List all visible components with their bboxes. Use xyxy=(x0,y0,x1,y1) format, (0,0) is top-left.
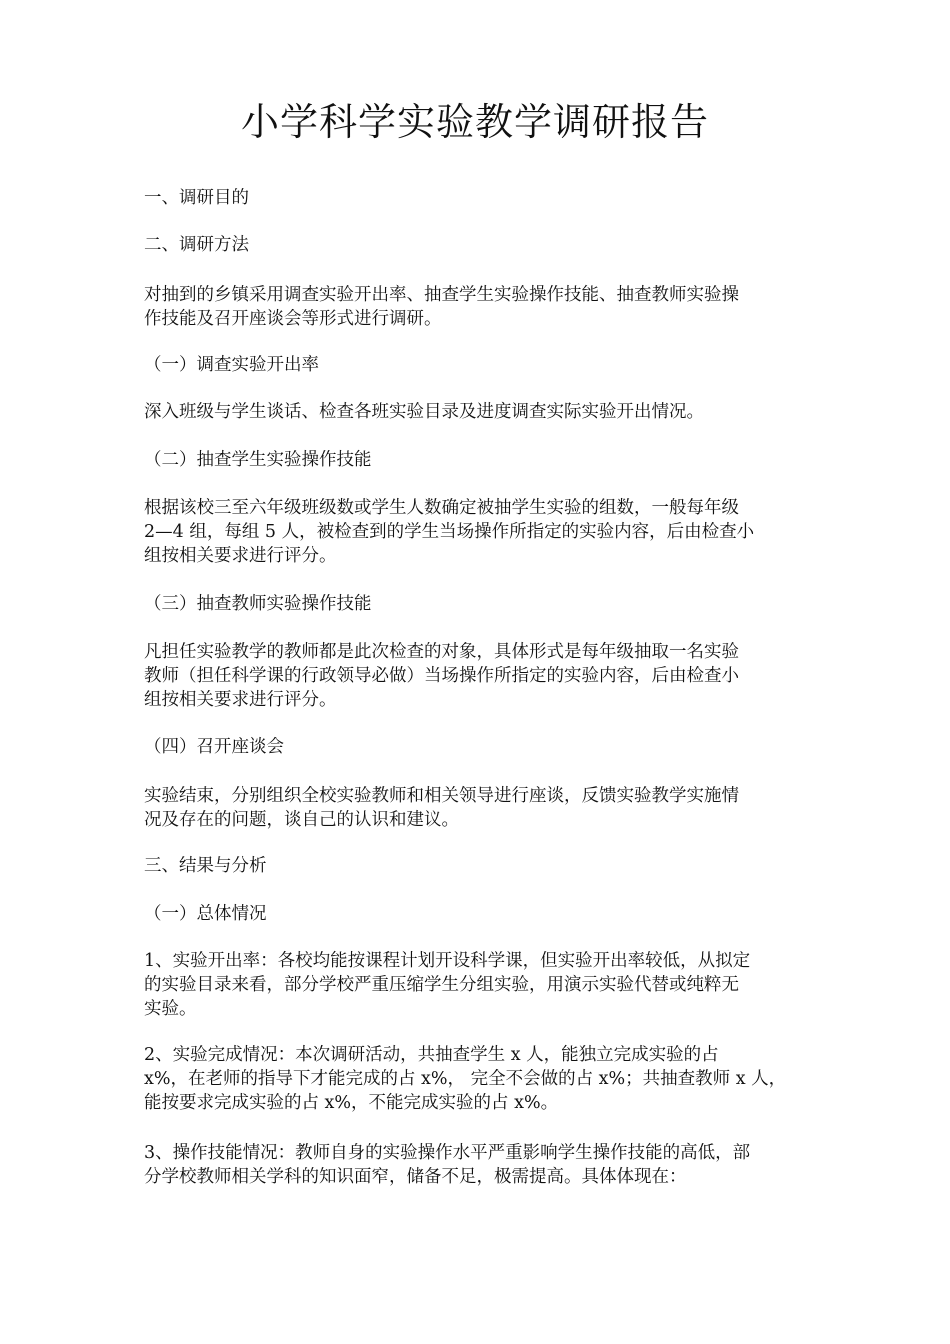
paragraph-teacher-skills xyxy=(144,640,812,712)
paragraph-method-overview xyxy=(144,283,812,331)
text-line: 况及存在的问题，谈自己的认识和建议。 xyxy=(144,810,459,830)
paragraph-experiment-rate xyxy=(144,400,812,424)
text-line: 组按相关要求进行评分。 xyxy=(144,690,337,710)
text-line: 1、实验开出率：各校均能按课程计划开设科学课，但实验开出率较低，从拟定 xyxy=(144,951,751,971)
paragraph-student-skills xyxy=(144,496,812,568)
section-heading-method xyxy=(144,233,812,257)
text-line: 分学校教师相关学科的知识面窄，储备不足，极需提高。具体体现在： xyxy=(144,1167,687,1187)
text-line: 作技能及召开座谈会等形式进行调研。 xyxy=(144,309,442,329)
document-title: 小学科学实验教学调研报告 xyxy=(240,100,709,144)
text-line: 能按要求完成实验的占 x%，不能完成实验的占 x%。 xyxy=(144,1093,559,1113)
paragraph-result-3 xyxy=(144,1141,812,1189)
subheading-overall xyxy=(144,902,812,926)
section-heading-results xyxy=(144,854,812,878)
text-line: 实验。 xyxy=(144,999,197,1019)
text-line: （四）召开座谈会 xyxy=(144,737,284,757)
text-line: 深入班级与学生谈话、检查各班实验目录及进度调查实际实验开出情况。 xyxy=(144,402,704,422)
subheading-forum xyxy=(144,735,812,759)
subheading-student-skills xyxy=(144,448,812,472)
text-line: 2、实验完成情况：本次调研活动，共抽查学生 x 人，能独立完成实验的占 xyxy=(144,1045,719,1065)
text-line: 根据该校三至六年级班级数或学生人数确定被抽学生实验的组数，一般每年级 xyxy=(144,498,739,518)
text-line: 二、调研方法 xyxy=(144,235,249,255)
text-line: 三、结果与分析 xyxy=(144,856,267,876)
paragraph-forum xyxy=(144,784,812,832)
text-line: 对抽到的乡镇采用调查实验开出率、抽查学生实验操作技能、抽查教师实验操 xyxy=(144,285,739,305)
text-line: 的实验目录来看，部分学校严重压缩学生分组实验，用演示实验代替或纯粹无 xyxy=(144,975,739,995)
text-line: 实验结束，分别组织全校实验教师和相关领导进行座谈，反馈实验教学实施情 xyxy=(144,786,739,806)
text-line: （一）总体情况 xyxy=(144,904,267,924)
paragraph-result-1 xyxy=(144,949,812,1021)
text-line: 3、操作技能情况：教师自身的实验操作水平严重影响学生操作技能的高低，部 xyxy=(144,1143,751,1163)
text-line: （一）调查实验开出率 xyxy=(144,355,319,375)
text-line: （二）抽查学生实验操作技能 xyxy=(144,450,372,470)
text-line: （三）抽查教师实验操作技能 xyxy=(144,594,372,614)
section-heading-purpose xyxy=(144,186,812,210)
text-line: 2—4 组，每组 5 人，被检查到的学生当场操作所指定的实验内容，后由检查小 xyxy=(144,522,755,542)
subheading-teacher-skills xyxy=(144,592,812,616)
subheading-experiment-rate xyxy=(144,353,812,377)
paragraph-result-2 xyxy=(144,1043,812,1115)
text-line: 凡担任实验教学的教师都是此次检查的对象，具体形式是每年级抽取一名实验 xyxy=(144,642,739,662)
text-line: x%，在老师的指导下才能完成的占 x%， 完全不会做的占 x%；共抽查教师 x 人， xyxy=(144,1069,787,1089)
text-line: 组按相关要求进行评分。 xyxy=(144,546,337,566)
text-line: 一、调研目的 xyxy=(144,188,249,208)
text-line: 教师（担任科学课的行政领导必做）当场操作所指定的实验内容，后由检查小 xyxy=(144,666,739,686)
